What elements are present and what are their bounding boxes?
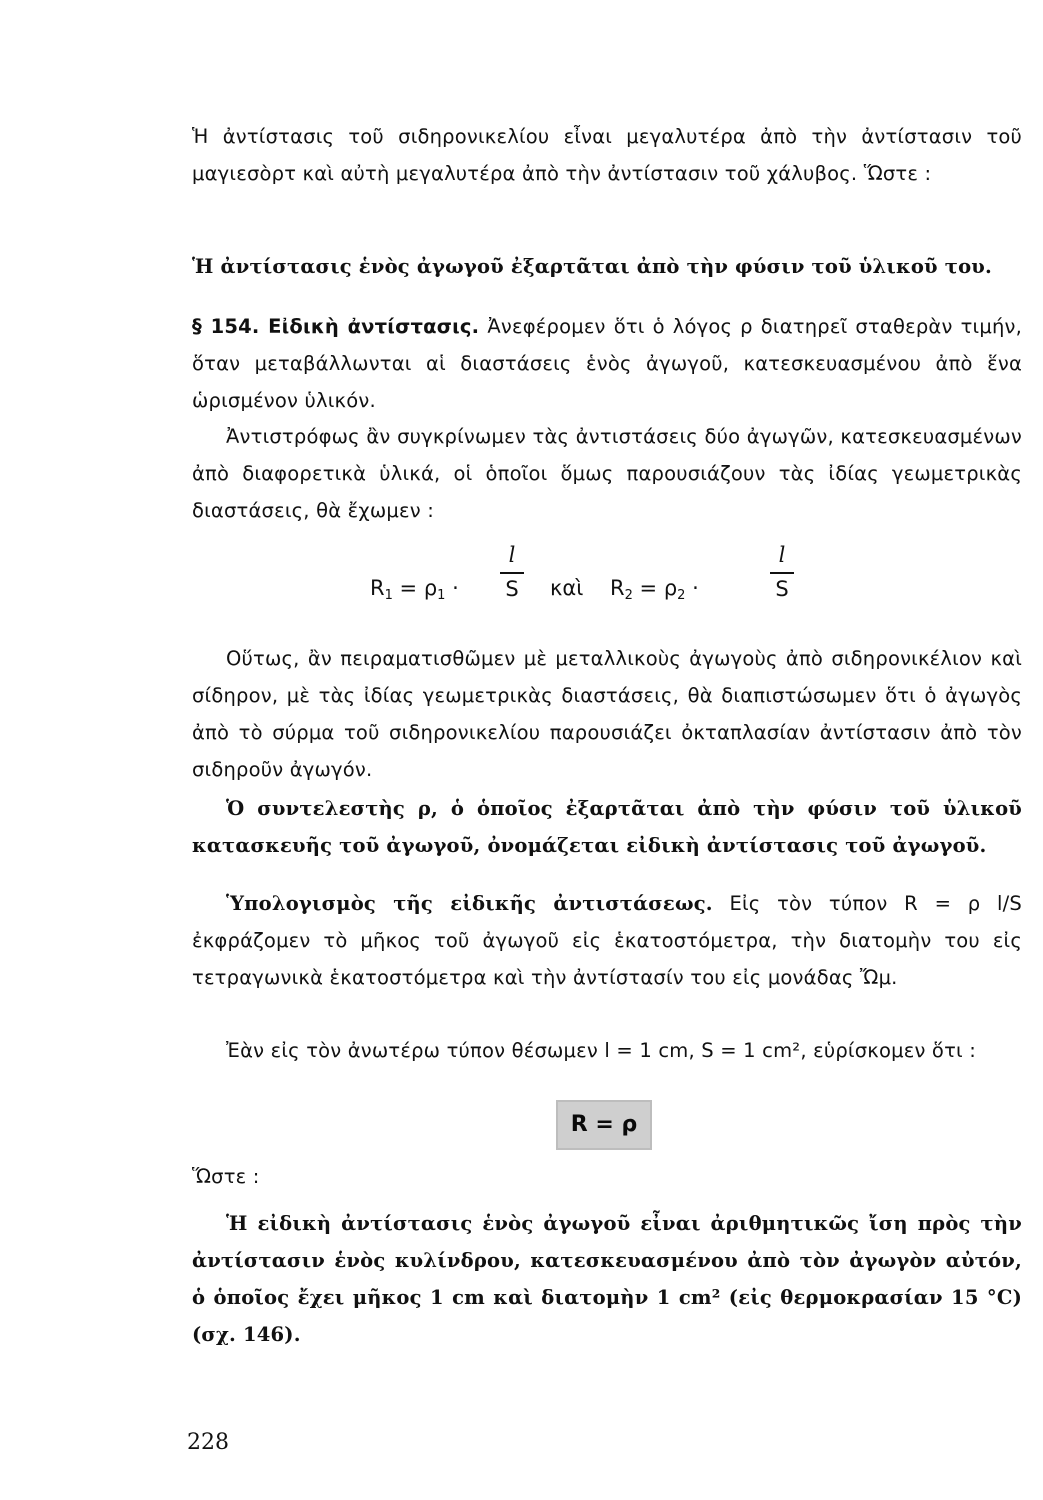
resistance-formula [370,540,830,620]
paragraph-section-154 [192,308,1022,419]
section-154-text: Ἀνεφέρομεν ὅτι ὁ λόγος ρ διατηρεῖ σταθερὰν τιμήν, ὅταν μεταβάλλωνται αἱ διαστάσεις ἑνὸς ἀγωγοῦ, κατεσκευασμένου ἀπὸ ἕνα ὡρισμένον ὑλικόν. [192,315,1022,412]
calculation-heading: Ὑπολογισμὸς τῆς εἰδικῆς ἀντιστάσεως. [226,892,713,915]
definition-specific-resistance: Ὁ συντελεστὴς ρ, ὁ ὁποῖος ἐξαρτᾶται ἀπὸ τὴν φύσιν τοῦ ὑλικοῦ κατασκευῆς τοῦ ἀγωγοῦ, ὀνομάζεται εἰδικὴ ἀντίστασις τοῦ ἀγωγοῦ. [192,797,1022,857]
formula-and: καὶ [550,576,584,600]
paragraph-hence: Ὥστε : [192,1165,260,1188]
formula-r1: $R_1 = \rho_1$ · [370,576,459,603]
paragraph-conversely: Ἀντιστρόφως ἂν συγκρίνωμεν τὰς ἀντιστάσεις δύο ἀγωγῶν, κατεσκευασμένων ἀπὸ διαφορετικὰ ὑλικά, οἱ ὁποῖοι ὅμως παρουσιάζουν τὰς ἰδίας γεωμετρικὰς διαστάσεις, θὰ ἔχωμεν : [192,425,1022,522]
fraction-l-over-s-1: l S [494,540,530,602]
section-heading: § 154. Εἰδικὴ ἀντίστασις. [192,315,480,338]
calculation-text: Εἰς τὸν τύπον R = ρ l/S ἐκφράζομεν τὸ μῆκος τοῦ ἀγωγοῦ εἰς ἑκατοστόμετρα, τὴν διατομὴν του εἰς τετραγωνικὰ ἑκατοστόμετρα καὶ τὴν ἀντίστασίν του εἰς μονάδας Ὤμ. [192,892,1022,989]
paragraph-experiment: Οὕτως, ἂν πειραματισθῶμεν μὲ μεταλλικοὺς ἀγωγοὺς ἀπὸ σιδηρονικέλιον καὶ σίδηρον, μὲ τὰς ἰδίας γεωμετρικὰς διαστάσεις, θὰ διαπιστώσωμεν ὅτι ὁ ἀγωγὸς ἀπὸ τὸ σύρμα τοῦ σιδηρονικελίου παρουσιάζει ὀκταπλασίαν ἀντίστασιν ἀπὸ τὸν σιδηροῦν ἀγωγόν. [192,647,1022,781]
boxed-equation: R = ρ [556,1100,652,1150]
fraction-l-over-s-2: l S [764,540,800,602]
rule-specific-resistance-cylinder: Ἡ εἰδικὴ ἀντίστασις ἑνὸς ἀγωγοῦ εἶναι ἀριθμητικῶς ἴση πρὸς τὴν ἀντίστασιν ἑνὸς κυλίνδρου, κατεσκευασμένου ἀπὸ τὸν ἀγωγὸν αὐτόν, ὁ ὁποῖος ἔχει μῆκος 1 cm καὶ διατομὴν 1 cm² (εἰς θερμοκρασίαν 15 °C) (σχ. 146). [192,1212,1022,1346]
formula-r2: $R_2 = \rho_2$ · [610,576,699,603]
paragraph-substitution: Ἐὰν εἰς τὸν ἀνωτέρω τύπον θέσωμεν l = 1 cm, S = 1 cm², εὑρίσκομεν ὅτι : [226,1039,976,1062]
paragraph-calculation [192,885,1022,996]
page-number: 228 [187,1430,229,1455]
rule-material-dependence: Ἡ ἀντίστασις ἑνὸς ἀγωγοῦ ἐξαρτᾶται ἀπὸ τὴν φύσιν τοῦ ὑλικοῦ του. [192,255,993,278]
paragraph-resistance-comparison: Ἡ ἀντίστασις τοῦ σιδηρονικελίου εἶναι μεγαλυτέρα ἀπὸ τὴν ἀντίστασιν τοῦ μαγιεσὸρτ καὶ αὐτὴ μεγαλυτέρα ἀπὸ τὴν ἀντίστασιν τοῦ χάλυβος. Ὥστε : [192,125,1022,185]
